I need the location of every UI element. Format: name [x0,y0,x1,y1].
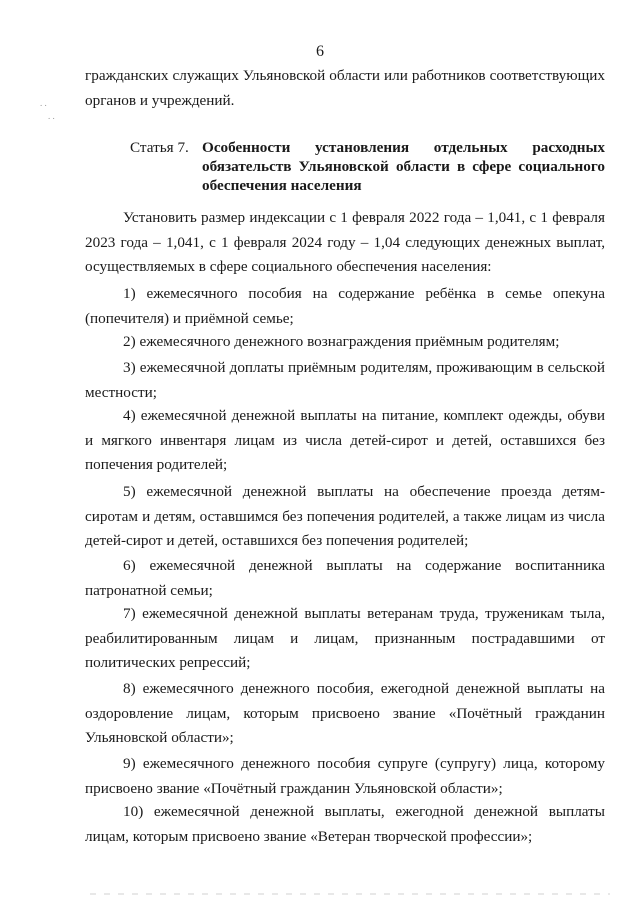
article-label: Статья 7. [130,139,189,156]
list-item: 1) ежемесячного пособия на содержание ребёнка в семье опекуна (попечителя) и приёмной семье; [85,285,605,327]
list-item: 2) ежемесячного денежного вознаграждения приёмным родителям; [123,333,560,350]
list-item: 9) ежемесячного денежного пособия супруге (супругу) лица, которому присвоено звание «Почётный гражданин Ульяновской области»; [85,755,605,797]
list-item: 8) ежемесячного денежного пособия, ежегодной денежной выплаты на оздоровление лицам, которым присвоено звание «Почётный гражданин Ульяновской области»; [85,680,605,746]
lead-paragraph: Установить размер индексации с 1 февраля 2022 года – 1,041, с 1 февраля 2023 года – 1,041, с 1 февраля 2024 году – 1,04 следующих денежных выплат, осуществляемых в сфере социального обеспечения населения: [85,209,605,275]
intro-paragraph: гражданских служащих Ульяновской области или работников соответствующих органов и учреждений. [85,67,605,109]
list-item: 6) ежемесячной денежной выплаты на содержание воспитанника патронатной семьи; [85,557,605,599]
scan-speck: . . [48,111,55,121]
article-title: Особенности установления отдельных расходных обязательств Ульяновской области в сфере социального обеспечения населения [202,139,605,194]
list-item: 10) ежемесячной денежной выплаты, ежегодной денежной выплаты лицам, которым присвоено звание «Ветеран творческой профессии»; [85,803,605,845]
page-number: 6 [316,43,324,60]
list-item: 7) ежемесячной денежной выплаты ветеранам труда, труженикам тыла, реабилитированным лицам и лицам, признанным пострадавшими от политических репрессий; [85,605,605,671]
list-item: 5) ежемесячной денежной выплаты на обеспечение проезда детям-сиротам и детям, оставшимся без попечения родителей, а также лицам из числа детей-сирот и детей, оставшихся без попечения родителей; [85,483,605,549]
scan-speck: . . [40,98,47,108]
list-item: 4) ежемесячной денежной выплаты на питание, комплект одежды, обуви и мягкого инвентаря лицам из числа детей-сирот и детей, оставшихся без попечения родителей; [85,407,605,473]
scan-edge-noise [90,893,610,895]
list-item: 3) ежемесячной доплаты приёмным родителям, проживающим в сельской местности; [85,359,605,401]
